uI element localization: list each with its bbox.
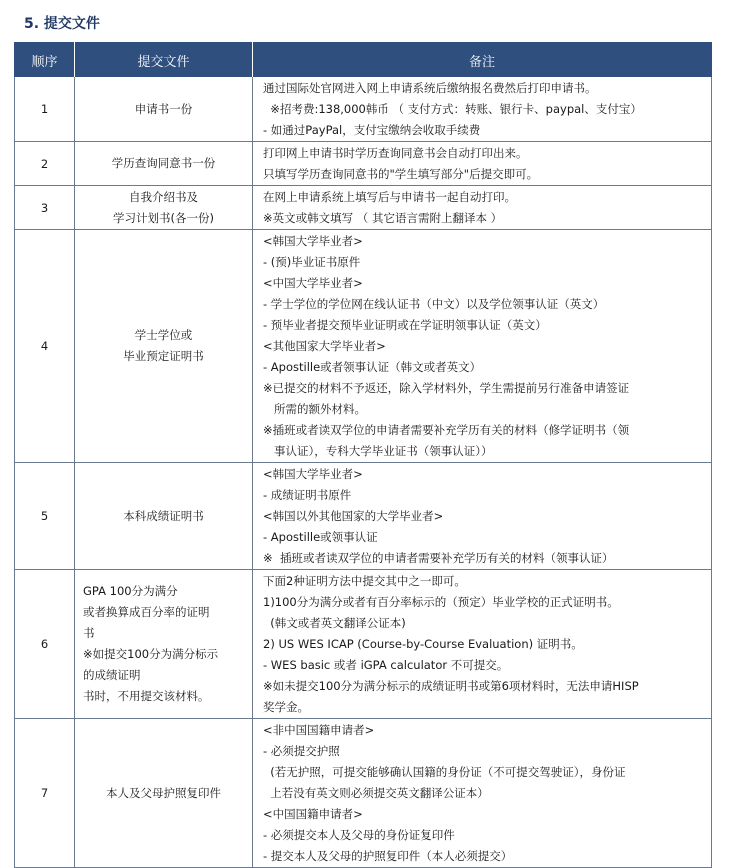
note-line: 上若没有英文则必须提交英文翻译公证本）: [263, 786, 489, 800]
document-name-line: 自我介绍书及: [129, 189, 198, 204]
note-line: <韩国大学毕业者>: [263, 467, 363, 481]
header-order: 顺序: [15, 43, 75, 78]
document-name: [75, 77, 253, 142]
row-number: 7: [15, 719, 75, 868]
note-line: ※已提交的材料不予返还，除入学材料外，学生需提前另行准备申请签证: [263, 381, 630, 395]
notes-cell: [253, 570, 712, 719]
notes-cell: [253, 463, 712, 570]
note-line: 2) US WES ICAP (Course-by-Course Evaluation) 证明书。: [263, 637, 583, 651]
document-name-line: 学士学位或: [134, 328, 193, 342]
note-line: 奖学金。: [263, 700, 309, 714]
document-name: [75, 142, 253, 186]
note-line: - 如通过PayPal，支付宝缴纳会收取手续费: [263, 123, 481, 137]
header-document: 提交文件: [75, 43, 253, 78]
note-line: ※插班或者读双学位的申请者需要补充学历有关的材料（修学证明书（领: [263, 423, 630, 437]
table-row: [15, 570, 712, 719]
note-line: 下面2种证明方法中提交其中之一即可。: [263, 574, 466, 588]
note-line: ※英文或韩文填写 （ 其它语言需附上翻译本 ）: [263, 211, 503, 225]
table-row: [15, 77, 712, 142]
notes-cell: [253, 719, 712, 868]
note-line: 事认证），专科大学毕业证书（领事认证））: [263, 444, 493, 458]
note-line: - 必须提交护照: [263, 744, 340, 758]
note-line: - 成绩证明书原件: [263, 488, 352, 502]
document-name-line: 学习计划书(各一份): [113, 210, 214, 225]
note-line: - (预)毕业证书原件: [263, 255, 361, 269]
notes-cell: [253, 230, 712, 463]
row-number: 6: [15, 570, 75, 719]
row-number: 5: [15, 463, 75, 570]
document-name-line: 本人及父母护照复印件: [106, 785, 221, 800]
document-name-line: 申请书一份: [134, 101, 193, 116]
table-row: [15, 186, 712, 230]
document-name-line: 或者换算成百分率的证明: [83, 605, 210, 619]
note-line: 所需的额外材料。: [263, 402, 366, 416]
document-name-line: GPA 100分为满分: [83, 584, 178, 598]
note-line: 1)100分为满分或者有百分率标示的（预定）毕业学校的正式证明书。: [263, 595, 619, 609]
table-row: [15, 463, 712, 570]
note-line: ※如未提交100分为满分标示的成绩证明书或第6项材料时，无法申请HISP: [263, 679, 639, 693]
note-line: ※招考费:138,000韩币 （ 支付方式：转账、银行卡、paypal、支付宝）: [263, 102, 642, 116]
row-number: 2: [15, 142, 75, 186]
table-header-row: [15, 43, 712, 78]
note-line: 只填写学历查询同意书的"学生填写部分"后提交即可。: [263, 167, 539, 181]
note-line: <其他国家大学毕业者>: [263, 339, 386, 353]
note-line: <中国国籍申请者>: [263, 807, 363, 821]
note-line: - 必须提交本人及父母的身份证复印件: [263, 828, 455, 842]
table-row: [15, 719, 712, 868]
document-name: [75, 186, 253, 230]
document-name-line: 书: [83, 626, 95, 640]
note-line: - 预毕业者提交预毕业证明或在学证明领事认证（英文）: [263, 318, 547, 332]
document-name-line: ※如提交100分为满分标示: [83, 647, 219, 661]
note-line: - 提交本人及父母的护照复印件（本人必须提交）: [263, 849, 513, 863]
notes-cell: [253, 186, 712, 230]
document-name: [75, 719, 253, 868]
note-line: 在网上申请系统上填写后与申请书一起自动打印。: [263, 190, 516, 204]
document-name-line: 本科成绩证明书: [123, 508, 204, 523]
header-notes: 备注: [253, 43, 712, 78]
note-line: - WES basic 或者 iGPA calculator 不可提交。: [263, 658, 509, 672]
document-name-line: 书时，不用提交该材料。: [83, 689, 210, 703]
note-line: <非中国国籍申请者>: [263, 723, 375, 737]
submission-documents-table: [14, 42, 712, 868]
note-line: (若无护照，可提交能够确认国籍的身份证（不可提交驾驶证），身份证: [263, 765, 626, 779]
note-line: <韩国以外其他国家的大学毕业者>: [263, 509, 444, 523]
note-line: (韩文或者英文翻译公证本): [263, 616, 406, 630]
note-line: <中国大学毕业者>: [263, 276, 363, 290]
row-number: 4: [15, 230, 75, 463]
document-name: [75, 463, 253, 570]
notes-cell: [253, 142, 712, 186]
note-line: 通过国际处官网进入网上申请系统后缴纳报名费然后打印申请书。: [263, 81, 597, 95]
note-line: ※ 插班或者读双学位的申请者需要补充学历有关的材料（领事认证）: [263, 551, 614, 565]
row-number: 3: [15, 186, 75, 230]
note-line: <韩国大学毕业者>: [263, 234, 363, 248]
note-line: - 学士学位的学位网在线认证书（中文）以及学位领事认证（英文）: [263, 297, 605, 311]
table-row: [15, 230, 712, 463]
section-title: 5. 提交文件: [24, 16, 100, 32]
document-name: [75, 570, 253, 719]
note-line: - Apostille或者领事认证（韩文或者英文）: [263, 360, 482, 374]
note-line: - Apostille或领事认证: [263, 530, 378, 544]
note-line: 打印网上申请书时学历查询同意书会自动打印出来。: [263, 146, 528, 160]
row-number: 1: [15, 77, 75, 142]
document-name-line: 毕业预定证明书: [123, 349, 204, 363]
document-name-line: 学历查询同意书一份: [111, 156, 216, 170]
table-row: [15, 142, 712, 186]
notes-cell: [253, 77, 712, 142]
document-name-line: 的成绩证明: [83, 668, 141, 682]
document-name: [75, 230, 253, 463]
